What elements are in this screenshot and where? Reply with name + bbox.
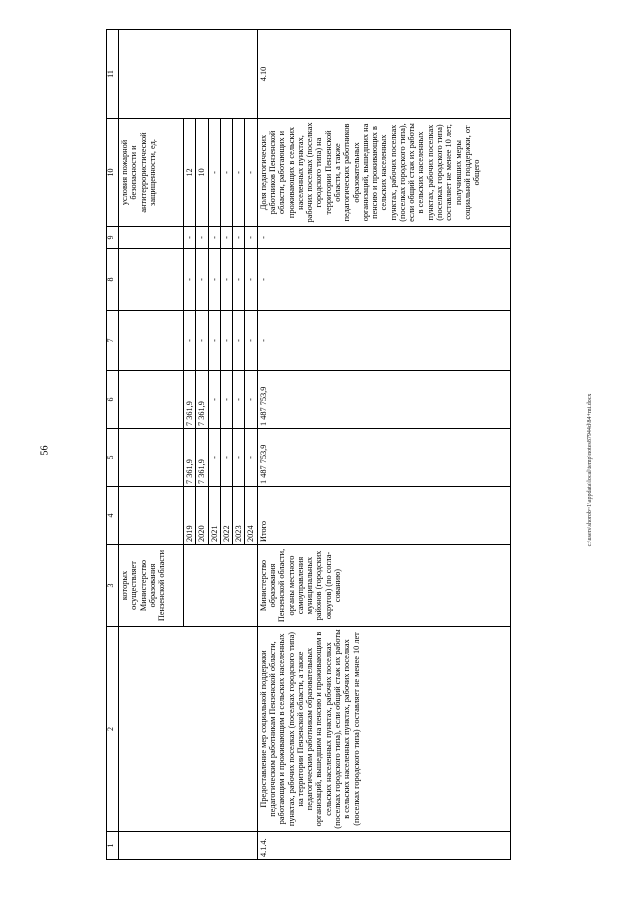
value-cell: - bbox=[220, 249, 232, 311]
cell-empty bbox=[119, 30, 258, 119]
year-cell: 2021 bbox=[208, 487, 220, 545]
value-cell: - bbox=[245, 249, 257, 311]
value-cell: - bbox=[245, 429, 257, 487]
col-num-2: 2 bbox=[107, 627, 119, 832]
value-cell: - bbox=[196, 249, 208, 311]
value-cell: - bbox=[245, 227, 257, 249]
col-num-8: 8 bbox=[107, 249, 119, 311]
col-num-11: 11 bbox=[107, 30, 119, 119]
value-cell: - bbox=[257, 227, 510, 249]
executor-cell: Министерство образования Пензенской области, органы местного самоуправления муниципальных районов (городских округов) (по согла-сованию) bbox=[257, 545, 510, 627]
indicator-cell: Доля педагогических работников Пензенской области, работающих и проживающих в сельских населенных пунктах, рабочих поселках (поселках городского типа) на территории Пензенской области, а также педагогических работников образовательных организаций, вышедших на пенсию и проживающих в сельских населенных пунктах, рабочих поселках (поселках городского типа), если общий стаж их работы в сельских населенных пунктах, рабочих поселках (поселках городского типа) составляет не менее 10 лет, получивших меры социальной поддержки, от общего bbox=[257, 119, 510, 227]
value-cell: - bbox=[245, 311, 257, 371]
value-cell: - bbox=[233, 429, 245, 487]
col-num-9: 9 bbox=[107, 227, 119, 249]
value-cell: - bbox=[184, 227, 196, 249]
value-cell: 7 361,9 bbox=[196, 371, 208, 429]
cell-empty bbox=[119, 249, 184, 311]
indicator-code-cell: 4.10 bbox=[257, 30, 510, 119]
cell-empty bbox=[184, 545, 258, 627]
value-cell: - bbox=[245, 371, 257, 429]
item-number-cell: 4.1.4. bbox=[257, 832, 510, 860]
col-num-10: 10 bbox=[107, 119, 119, 227]
cell-empty bbox=[119, 311, 184, 371]
cell-empty bbox=[119, 429, 184, 487]
value-cell: - bbox=[233, 227, 245, 249]
indicator-cell: условия пожарной безопасности и антитеррористической защищенности, ед. bbox=[119, 119, 184, 227]
year-cell: 2020 bbox=[196, 487, 208, 545]
year-cell: Итого bbox=[257, 487, 510, 545]
indicator-value-cell: 12 bbox=[184, 119, 196, 227]
cell-empty bbox=[119, 371, 184, 429]
value-cell: - bbox=[196, 311, 208, 371]
value-cell: 1 487 753,9 bbox=[257, 429, 510, 487]
value-cell: - bbox=[184, 249, 196, 311]
footer-file-path: c:\users\shorob~1\appdata\local\temp\notes87944d\84+mi.docx bbox=[587, 393, 593, 547]
value-cell: - bbox=[196, 227, 208, 249]
indicator-value-cell: - bbox=[233, 119, 245, 227]
year-cell: 2022 bbox=[220, 487, 232, 545]
col-num-1: 1 bbox=[107, 832, 119, 860]
value-cell: - bbox=[257, 311, 510, 371]
cell-empty bbox=[119, 627, 258, 832]
year-cell: 2024 bbox=[245, 487, 257, 545]
table-row bbox=[257, 30, 510, 860]
year-cell: 2019 bbox=[184, 487, 196, 545]
page-number: 56 bbox=[39, 445, 51, 456]
value-cell: - bbox=[184, 311, 196, 371]
value-cell: 7 361,9 bbox=[196, 429, 208, 487]
cell-empty bbox=[119, 487, 184, 545]
measure-name-cell: Предоставление мер социальной поддержки педагогическим работникам Пензенской области, работающим и проживающим в сельских населенных пунктах, рабочих поселках (поселках городского типа) на территории Пензенской области, а также педагогическим работникам образовательных организаций, вышедшим на пенсию и проживающим в сельских населенных пунктах, рабочих поселках (поселках городского типа), если общий стаж их работы в сельских населенных пунктах, рабочих поселках (поселках городского типа) составляет не менее 10 лет bbox=[257, 627, 510, 832]
value-cell: 7 361,9 bbox=[184, 371, 196, 429]
col-num-3: 3 bbox=[107, 545, 119, 627]
value-cell: - bbox=[220, 429, 232, 487]
rotated-table-container bbox=[106, 30, 616, 860]
value-cell: - bbox=[208, 311, 220, 371]
cell-empty bbox=[119, 832, 258, 860]
indicator-value-cell: - bbox=[208, 119, 220, 227]
value-cell: 1 487 753,9 bbox=[257, 371, 510, 429]
indicator-value-cell: - bbox=[220, 119, 232, 227]
value-cell: - bbox=[233, 311, 245, 371]
value-cell: - bbox=[220, 227, 232, 249]
indicator-value-cell: - bbox=[245, 119, 257, 227]
table-row bbox=[119, 30, 184, 860]
value-cell: - bbox=[233, 249, 245, 311]
value-cell: - bbox=[208, 249, 220, 311]
executor-cell: которых осуществляет Министерство образования Пензенской области bbox=[119, 545, 184, 627]
col-num-4: 4 bbox=[107, 487, 119, 545]
value-cell: - bbox=[220, 311, 232, 371]
value-cell: - bbox=[257, 249, 510, 311]
indicator-value-cell: 10 bbox=[196, 119, 208, 227]
value-cell: - bbox=[208, 371, 220, 429]
col-num-5: 5 bbox=[107, 429, 119, 487]
value-cell: - bbox=[220, 371, 232, 429]
col-num-7: 7 bbox=[107, 311, 119, 371]
value-cell: - bbox=[208, 429, 220, 487]
cell-empty bbox=[119, 227, 184, 249]
year-cell: 2023 bbox=[233, 487, 245, 545]
col-num-6: 6 bbox=[107, 371, 119, 429]
program-table bbox=[106, 29, 511, 860]
column-number-row bbox=[107, 30, 119, 860]
value-cell: - bbox=[208, 227, 220, 249]
value-cell: 7 361,9 bbox=[184, 429, 196, 487]
value-cell: - bbox=[233, 371, 245, 429]
